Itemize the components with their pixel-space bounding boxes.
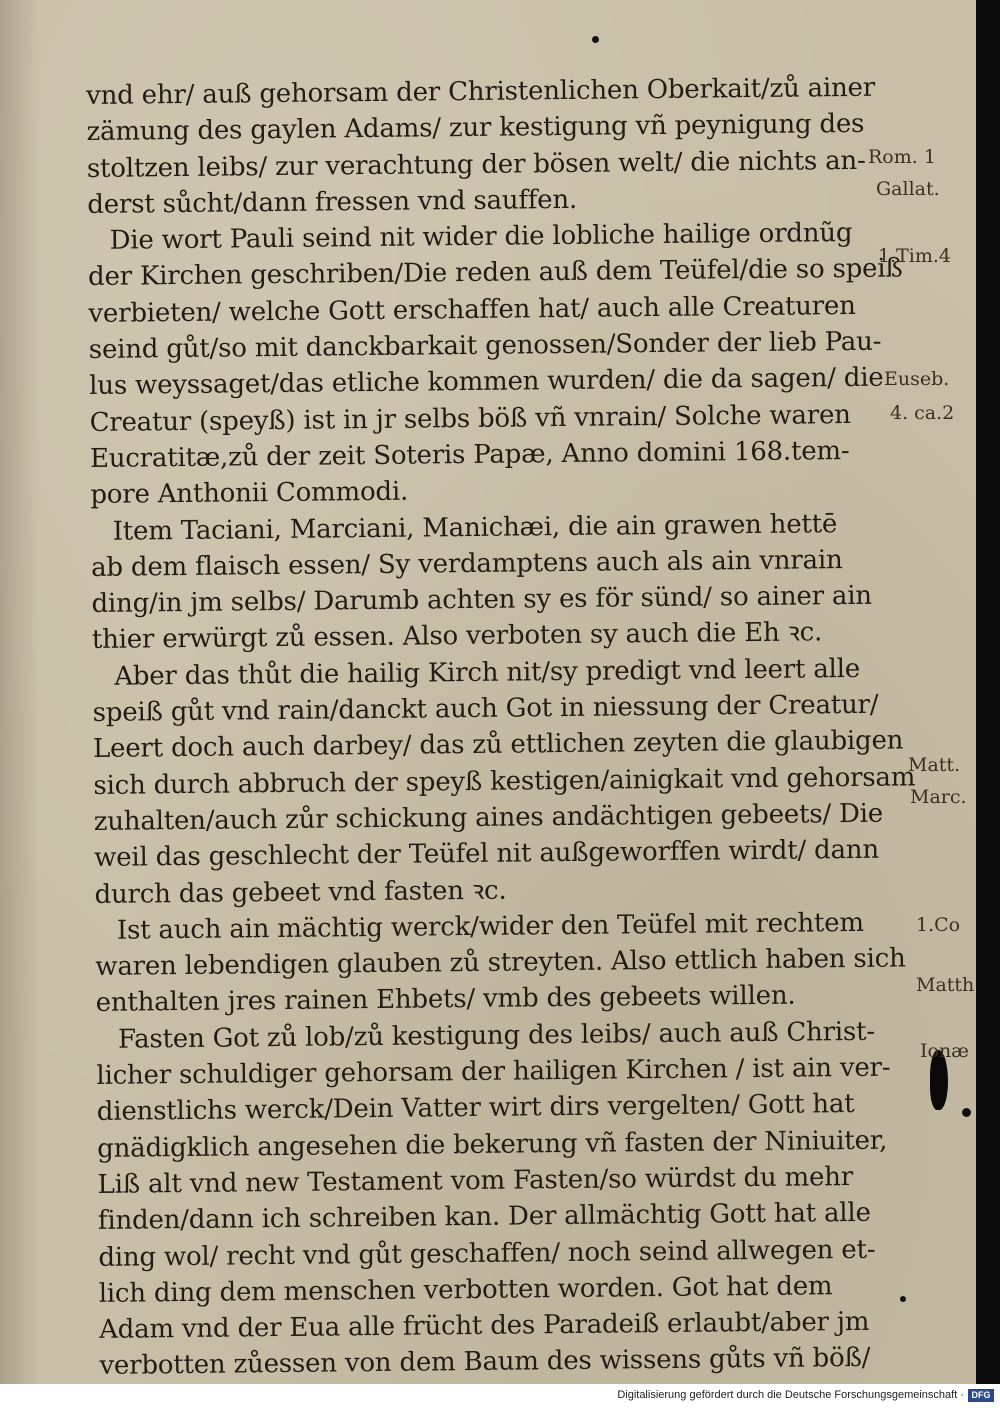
margin-note: 4. ca.2 [890, 402, 955, 424]
margin-note: Matt. [908, 754, 961, 776]
text-line: pore Anthonii Commodi. [90, 476, 409, 511]
margin-note: Euseb. [884, 368, 950, 390]
margin-note: Rom. 1 [868, 146, 936, 168]
margin-note: Ionæ [920, 1040, 970, 1062]
text-line: Leert doch auch darbey/ das zů ettlichen zeyten die glaubigen [92, 725, 904, 765]
text-line: licher schuldiger gehorsam der hailigen Kirchen / ist ain ver- [96, 1052, 891, 1091]
footer-credit: Digitalisierung gefördert durch die Deutsche Forschungsgemeinschaft · [617, 1389, 964, 1401]
text-line: weil das geschlecht der Teüfel nit außgeworffen wirdt/ dann [94, 834, 880, 874]
text-line: sich durch abbruch der speyß kestigen/ainigkait vnd gehorsam [93, 761, 916, 801]
scan-border [976, 0, 1000, 1384]
text-line: Die wort Pauli seind nit wider die lobliche hailige ordnũg [109, 218, 853, 256]
text-line: ab dem flaisch essen/ Sy verdamptens auch als ain vnrain [90, 544, 843, 583]
margin-notes [868, 0, 976, 1384]
text-line: thier erwürgt zů essen. Also verboten sy auch die Eh ꝛc. [91, 617, 823, 656]
text-line: lich ding dem menschen verbotten worden. Got hat dem [98, 1271, 833, 1309]
text-line: stoltzen leibs/ zur verachtung der bösen welt/ die nichts an- [86, 145, 866, 184]
margin-note: Gallat. [876, 178, 940, 200]
text-line: Creatur (speyß) ist in jr selbs böß vñ vnrain/ Solche waren [89, 399, 851, 438]
text-line: verbotten zůessen von dem Baum des wissens gůts vñ böß/ [99, 1343, 871, 1382]
ink-dot-top [592, 36, 599, 43]
text-line: derst sůcht/dann fressen vnd sauffen. [87, 184, 578, 220]
text-line: seind gůt/so mit danckbarkait genossen/Sonder der lieb Pau- [88, 326, 882, 366]
text-line: enthalten jres rainen Ehbets/ vmb des gebeets willen. [95, 981, 796, 1019]
margin-note: Marc. [910, 786, 967, 808]
margin-note: Matth [916, 974, 975, 996]
text-line: vnd ehr/ auß gehorsam der Christenlichen Oberkait/zů ainer [86, 72, 876, 111]
text-line: Fasten Got zů lob/zů kestigung des leibs/ auch auß Christ- [117, 1016, 876, 1055]
text-line: Adam vnd der Eua alle frücht des Paradeiß erlaubt/aber jm [98, 1306, 870, 1346]
text-line: dienstlichs werck/Dein Vatter wirt dirs vergelten/ Gott hat [96, 1089, 855, 1128]
margin-note: 1.Co [916, 914, 961, 936]
text-line: Eucratitæ,zů der zeit Soteris Papæ, Anno domini 168.tem- [89, 435, 850, 474]
text-line: Aber das thůt die hailig Kirch nit/sy predigt vnd leert alle [114, 653, 861, 692]
text-line: ding/in jm selbs/ Darumb achten sy es för sünd/ so ainer ain [91, 580, 873, 620]
text-line: Item Taciani, Marciani, Manichæi, die ain grawen hettē [112, 508, 838, 547]
text-line: der Kirchen geschriben/Die reden auß dem Teüfel/die so speiß [87, 253, 903, 293]
margin-note: 1.Tim.4 [878, 245, 952, 267]
text-line: finden/dann ich schreiben kan. Der allmächtig Gott hat alle [97, 1198, 871, 1237]
dfg-logo: DFG [968, 1389, 994, 1402]
text-line: ding wol/ recht vnd gůt geschaffen/ noch seind allwegen et- [98, 1234, 876, 1273]
text-line: durch das gebeet vnd fasten ꝛc. [94, 875, 507, 910]
text-line: waren lebendigen glauben zů streyten. Also ettlich haben sich [95, 943, 906, 983]
text-line: lus weyssaget/das etliche kommen wurden/ die da sagen/ die [89, 363, 884, 402]
text-line: Liß alt vnd new Testament vom Fasten/so würdst du mehr [97, 1161, 854, 1200]
text-line: zämung des gaylen Adams/ zur kestigung vñ peynigung des [86, 109, 865, 148]
text-line: gnädigklich angesehen die bekerung vñ fasten der Niniuiter, [97, 1125, 888, 1164]
text-line: zuhalten/auch zůr schickung aines andächtigen gebeets/ Die [93, 798, 884, 837]
text-line: speiß gůt vnd rain/danckt auch Got in niessung der Creatur/ [92, 689, 879, 729]
text-line: Ist auch ain mächtig werck/wider den Teüfel mit rechtem [116, 907, 864, 946]
text-line: verbieten/ welche Gott erschaffen hat/ auch alle Creaturen [88, 290, 856, 329]
footer-bar [0, 1384, 1000, 1408]
